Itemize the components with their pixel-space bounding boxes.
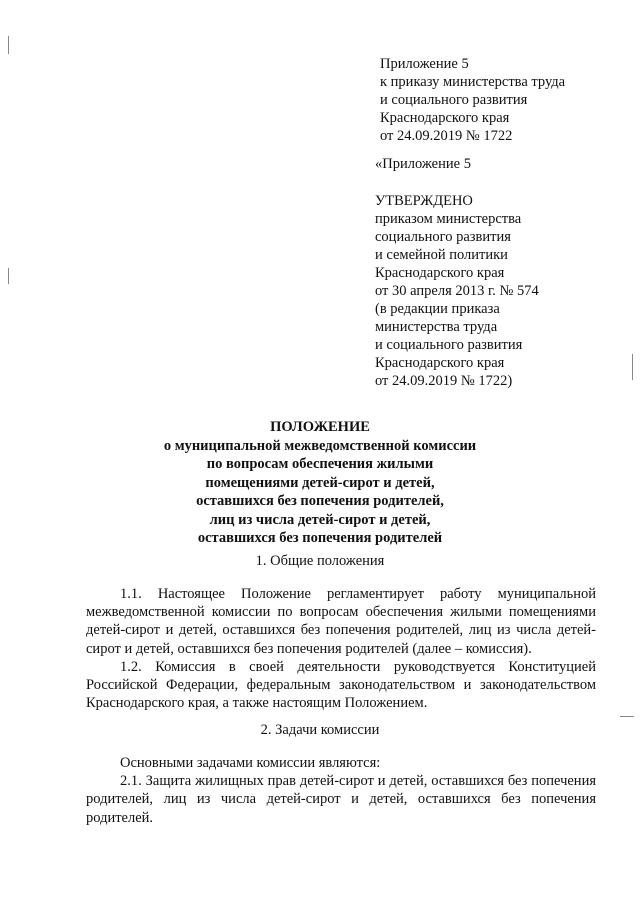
paragraph-1-2: 1.2. Комиссия в своей деятельности руководствуется Конституцией Российской Федерации, федеральным законодательством и законодательством Краснодарского края, а также настоящим Положением. bbox=[86, 658, 596, 712]
approved-line: социального развития bbox=[375, 229, 511, 245]
approved-line: от 24.09.2019 № 1722) bbox=[375, 373, 513, 389]
appendix-header-line: и социального развития bbox=[380, 92, 528, 108]
scan-mark-right bbox=[632, 354, 633, 380]
title-line: оставшихся без попечения родителей bbox=[197, 530, 443, 546]
approved-line: Краснодарского края bbox=[375, 355, 505, 371]
title-line: помещениями детей-сирот и детей, bbox=[205, 474, 435, 491]
title-line: лиц из числа детей-сирот и детей, bbox=[209, 511, 431, 528]
approved-line: и социального развития bbox=[375, 337, 523, 353]
approved-block bbox=[375, 155, 539, 390]
section-1-body bbox=[86, 585, 596, 712]
scan-mark-left-mid bbox=[8, 268, 9, 284]
paragraph-2-intro: Основными задачами комиссии являются: bbox=[120, 755, 381, 771]
approved-line: Краснодарского края bbox=[375, 265, 505, 281]
approved-line: от 30 апреля 2013 г. № 574 bbox=[375, 283, 539, 299]
section-1-heading: 1. Общие положения bbox=[255, 553, 385, 569]
approved-spacer bbox=[375, 173, 539, 190]
title-line: по вопросам обеспечения жилыми bbox=[206, 456, 434, 472]
title-line: о муниципальной межведомственной комиссии bbox=[163, 437, 477, 454]
appendix-header bbox=[380, 55, 565, 145]
title-heading: ПОЛОЖЕНИЕ bbox=[270, 419, 370, 435]
approved-line: «Приложение 5 bbox=[375, 156, 471, 172]
title-line: оставшихся без попечения родителей, bbox=[196, 493, 444, 509]
approved-line: приказом министерства bbox=[375, 211, 522, 227]
approved-line: (в редакции приказа bbox=[375, 301, 500, 317]
approved-line: министерства труда bbox=[375, 319, 498, 335]
appendix-header-line: Краснодарского края bbox=[380, 110, 510, 126]
approved-line: и семейной политики bbox=[375, 247, 508, 263]
appendix-header-line: от 24.09.2019 № 1722 bbox=[380, 128, 513, 144]
section-2-heading: 2. Задачи комиссии bbox=[260, 722, 380, 738]
paragraph-2-1: 2.1. Защита жилищных прав детей-сирот и детей, оставшихся без попечения родителей, лиц из числа детей-сирот и детей, оставшихся без попечения родителей. bbox=[86, 773, 596, 826]
document-title bbox=[0, 418, 640, 548]
scan-mark-right-dash bbox=[620, 716, 634, 717]
appendix-header-line: Приложение 5 bbox=[380, 56, 469, 72]
approved-stamp: УТВЕРЖДЕНО bbox=[375, 193, 473, 209]
paragraph-1-1: 1.1. Настоящее Положение регламентирует работу муниципальной межведомственной комиссии по вопросам обеспечения жилыми помещениями детей-сирот и детей, оставшихся без попечения родителей, лиц из числа детей-сирот и детей, оставшихся без попечения родителей (далее – комиссия). bbox=[86, 586, 596, 657]
section-2-body bbox=[86, 754, 596, 827]
appendix-header-line: к приказу министерства труда bbox=[380, 74, 566, 90]
scan-mark-left-top bbox=[8, 36, 9, 54]
